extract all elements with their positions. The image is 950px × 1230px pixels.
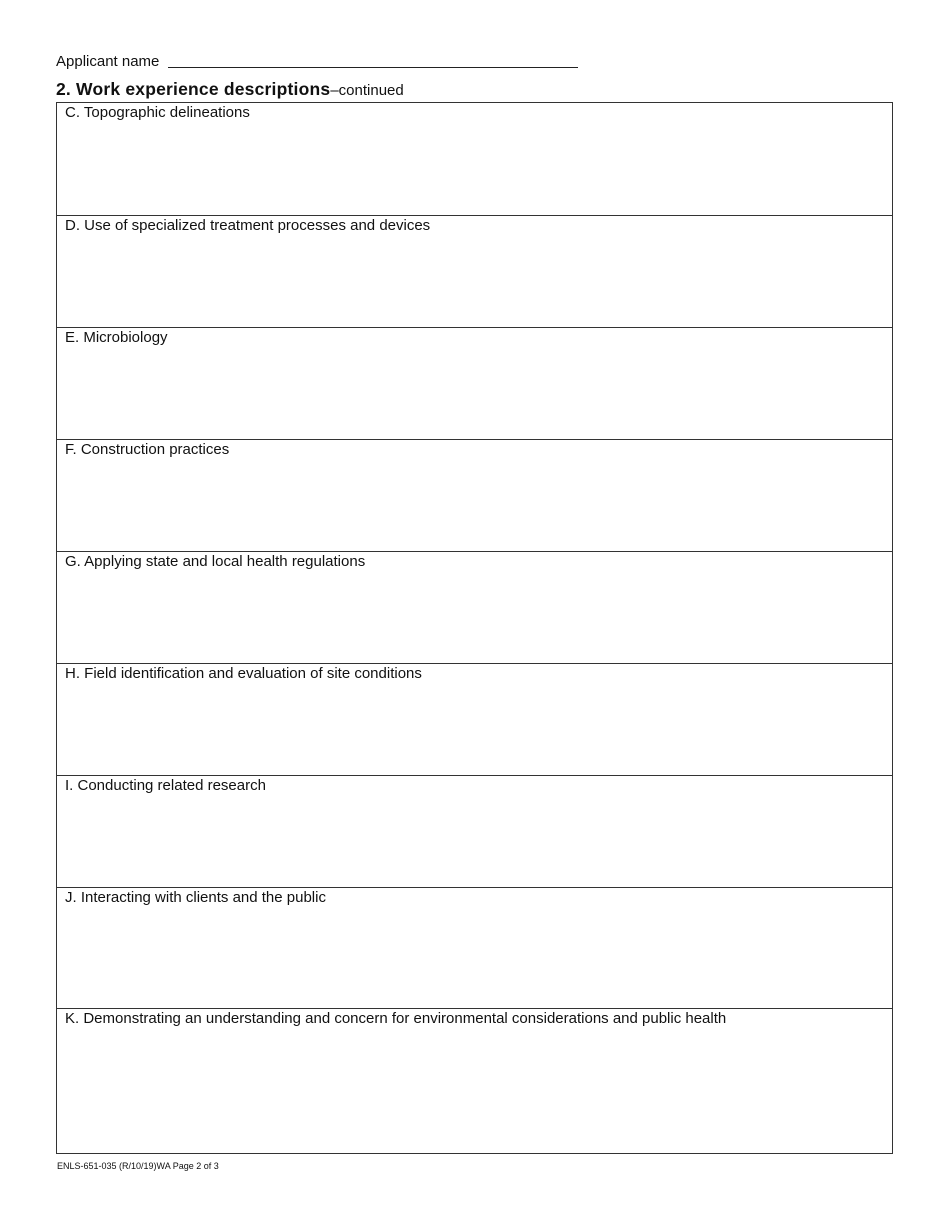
row-label: D. Use of specialized treatment processes and devices [65, 217, 431, 234]
row-label: E. Microbiology [65, 329, 168, 346]
applicant-name-field[interactable] [168, 67, 578, 68]
description-field[interactable] [57, 1031, 892, 1151]
row-label: H. Field identification and evaluation of site conditions [65, 665, 422, 682]
row-specialized-treatment [57, 216, 892, 328]
form-footer: ENLS-651-035 (R/10/19)WA Page 2 of 3 [57, 1161, 219, 1171]
row-health-regulations [57, 552, 892, 664]
description-field[interactable] [57, 125, 892, 213]
description-field[interactable] [57, 686, 892, 773]
row-microbiology [57, 328, 892, 440]
row-clients-public [57, 888, 892, 1009]
row-site-conditions [57, 664, 892, 776]
row-label: I. Conducting related research [65, 777, 266, 794]
description-field[interactable] [57, 798, 892, 885]
section-title-suffix: –continued [330, 82, 404, 99]
row-construction-practices [57, 440, 892, 552]
applicant-name-label: Applicant name [56, 53, 160, 70]
row-related-research [57, 776, 892, 888]
row-label: K. Demonstrating an understanding and concern for environmental considerations and public health [65, 1010, 727, 1027]
description-field[interactable] [57, 910, 892, 1006]
description-field[interactable] [57, 350, 892, 437]
work-experience-table [56, 102, 893, 1154]
description-field[interactable] [57, 238, 892, 325]
section-title-text: 2. Work experience descriptions [56, 79, 331, 99]
applicant-name-row [56, 53, 586, 73]
row-label: C. Topographic delineations [65, 104, 250, 121]
section-title [56, 79, 404, 101]
description-field[interactable] [57, 462, 892, 549]
row-label: G. Applying state and local health regulations [65, 553, 366, 570]
description-field[interactable] [57, 574, 892, 661]
row-topographic-delineations [57, 103, 892, 216]
row-environmental-concern [57, 1009, 892, 1153]
row-label: F. Construction practices [65, 441, 230, 458]
row-label: J. Interacting with clients and the public [65, 889, 326, 906]
